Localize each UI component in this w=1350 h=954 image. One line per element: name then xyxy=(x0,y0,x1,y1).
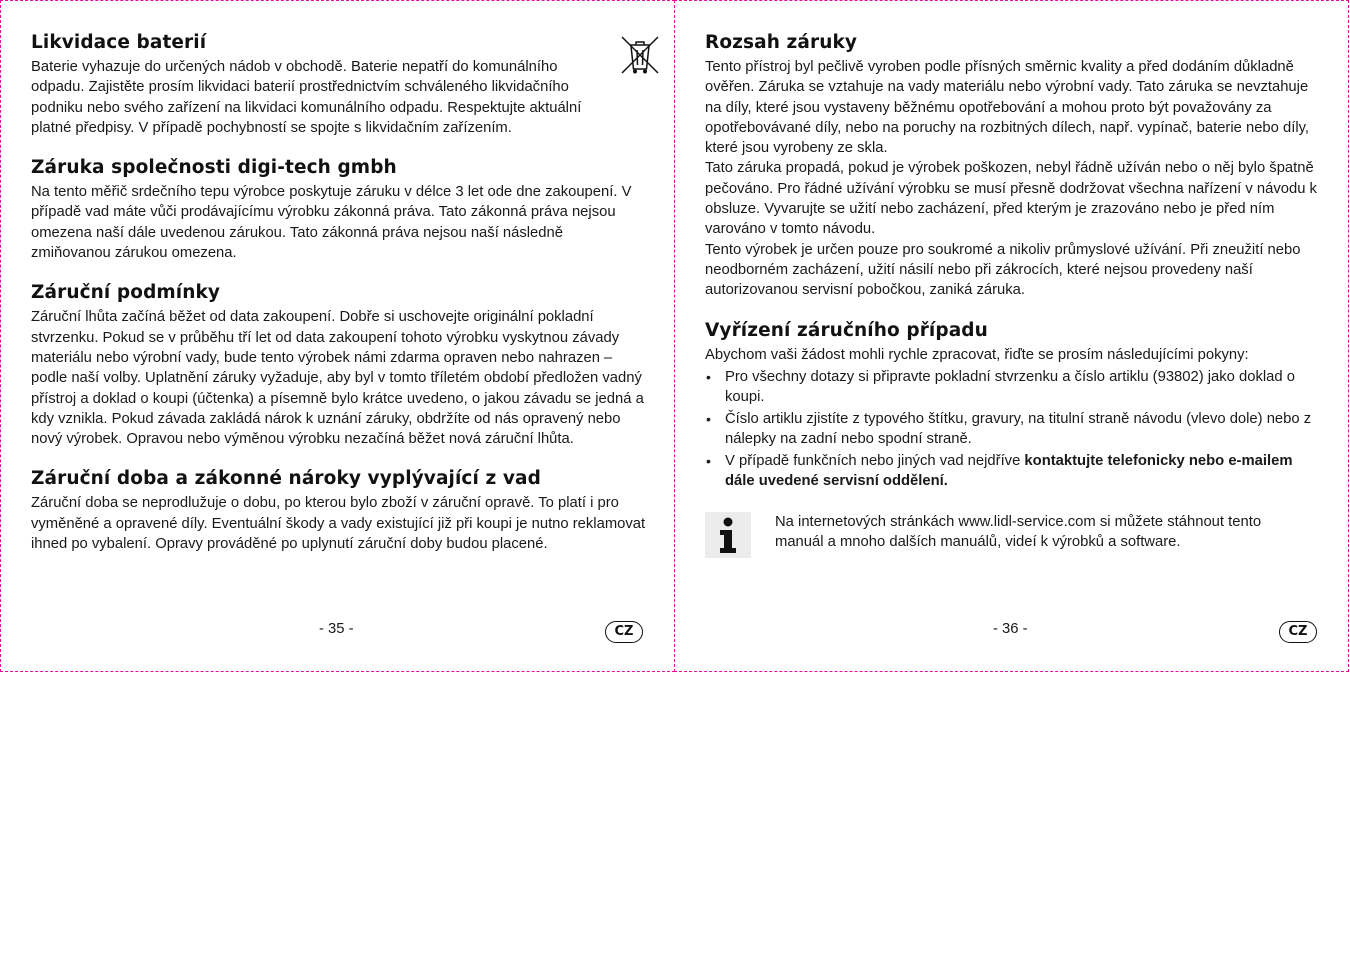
heading-warranty-scope: Rozsah záruky xyxy=(705,32,858,53)
list-item: • Číslo artiklu zjistíte z typového štítku, gravury, na titulní straně návodu (vlevo dole) nebo z nálepky na zadní nebo spodní straně. xyxy=(705,409,1320,450)
heading-warranty-conditions: Záruční podmínky xyxy=(31,282,221,304)
heading-warranty-period: Záruční doba a zákonné nároky vyplývající z vad xyxy=(31,468,541,490)
language-badge-left: CZ xyxy=(605,621,643,643)
page-left xyxy=(0,0,675,672)
heading-battery-disposal: Likvidace baterií xyxy=(31,32,207,53)
info-note-text: Na internetových stránkách www.lidl-service.com si můžete stáhnout tento manuál a mnoho dalších manuálů, videí k výrobků a software. xyxy=(775,513,1262,550)
heading-warranty-company: Záruka společnosti digi-tech gmbh xyxy=(31,157,397,179)
warranty-scope-text-1: Tento přístroj byl pečlivě vyroben podle přísných směrnic kvality a před dodáním důkladně ověřen. Záruka se vztahuje na vady materiálu nebo výrobní vady. Tato záruka se nevztahuje na díly, které jsou vystaveny běžnému opotřebování a mohou proto být považovány za opotřebovávané díly, nebo na poruchy na rozbitných dílech, např. vypínač, baterie nebo díly, které jsou vyrobeny ze skla. xyxy=(705,59,1310,157)
warranty-period-text: Záruční doba se neprodlužuje o dobu, po kterou bylo zboží v záruční opravě. To platí i pro vyměněné a opravené díly. Eventuální škody a vady existující již při koupi je nutno reklamovat ihned po vybalení. Opravy prováděné po uplynutí záruční doby budou placené. xyxy=(31,495,646,553)
list-item-text: V případě funkčních nebo jiných vad nejdříve xyxy=(725,453,1025,470)
list-item: • Pro všechny dotazy si připravte pokladní stvrzenku a číslo artiklu (93802) jako doklad o koupi. xyxy=(705,367,1320,408)
list-item-bold-text: kontaktujte telefonicky nebo e-mailem dále uvedené servisní oddělení. xyxy=(725,453,1293,490)
warranty-scope-text-2: Tato záruka propadá, pokud je výrobek poškozen, nebyl řádně užíván nebo o něj bylo špatně pečováno. Pro řádné užívání výrobku se musí přesně dodržovat všechna nařízení v návodu k obsluze. Vyvarujte se užití nebo zacházení, před kterým je zrazováno nebo je před ním varováno v tomto návodu. xyxy=(705,160,1317,238)
heading-warranty-handling: Vyřízení záručního případu xyxy=(705,319,988,341)
list-item xyxy=(705,451,1320,492)
page-right-content xyxy=(705,31,1320,562)
warranty-scope-text-3: Tento výrobek je určen pouze pro soukromé a nikoliv průmyslové užívání. Při zneužití nebo neodborném zacházení, užití násilí nebo při zákrocích, které nejsou provedeny naší autorizovanou servisní pobočkou, zaniká záruka. xyxy=(705,241,1301,299)
section-warranty-handling xyxy=(705,319,1320,492)
page-right xyxy=(674,0,1349,672)
section-warranty-company xyxy=(31,156,646,263)
warranty-conditions-text: Záruční lhůta začíná běžet od data zakoupení. Dobře si uschovejte originální pokladní stvrzenku. Pokud se v průběhu tří let od data zakoupení tohoto výrobku vyskytnou závady materiálu nebo výrobní vady, bude tento výrobek námi zdarma opraven nebo nahrazen – podle naší volby. Uplatnění záruky vyžaduje, aby byl v tomto tříletém období předložen vadný přístroj a doklad o koupi (účtenka) a písemně bylo krátce uvedeno, o jakou závadu se jedná a kdy vznikla. Pokud závada zakládá nárok k uznání záruky, obdržíte od nás opravený nebo nový výrobek. Opravou nebo výměnou výrobku nezačíná běžet nová záruční lhůta. xyxy=(31,309,644,448)
section-warranty-period xyxy=(31,467,646,554)
warranty-handling-intro: Abychom vaši žádost mohli rychle zpracovat, řiďte se prosím následujícími pokyny: xyxy=(705,346,1249,363)
section-battery-disposal xyxy=(31,31,646,138)
crossed-out-bin-icon xyxy=(618,33,662,77)
warranty-company-text: Na tento měřič srdečního tepu výrobce poskytuje záruku v délce 3 let ode dne zakoupení. V případě vad máte vůči prodávajícímu výrobku zákonná práva. Tato zákonná práva nejsou omezena naší dále uvedenou zárukou. Tato zákonná práva nejsou naší následně zmiňovanou zárukou omezena. xyxy=(31,184,632,262)
section-warranty-scope xyxy=(705,31,1320,301)
page-left-content xyxy=(31,31,646,572)
battery-disposal-text: Baterie vyhazuje do určených nádob v obchodě. Baterie nepatří do komunálního odpadu. Zajistěte prosím likvidaci baterií prostřednictvím schváleného likvidačního podniku nebo svého zařízení na likvidaci komunálního odpadu. Respektujte aktuální platné předpisy. V případě pochybností se spojte s likvidačním zařízením. xyxy=(31,59,582,136)
page-number-right: - 36 - xyxy=(993,621,1028,637)
language-badge-right: CZ xyxy=(1279,621,1317,643)
info-icon xyxy=(705,512,751,558)
warranty-handling-list xyxy=(705,367,1320,492)
section-warranty-conditions xyxy=(31,281,646,449)
page-number-left: - 35 - xyxy=(319,621,354,637)
info-note xyxy=(705,512,1320,562)
